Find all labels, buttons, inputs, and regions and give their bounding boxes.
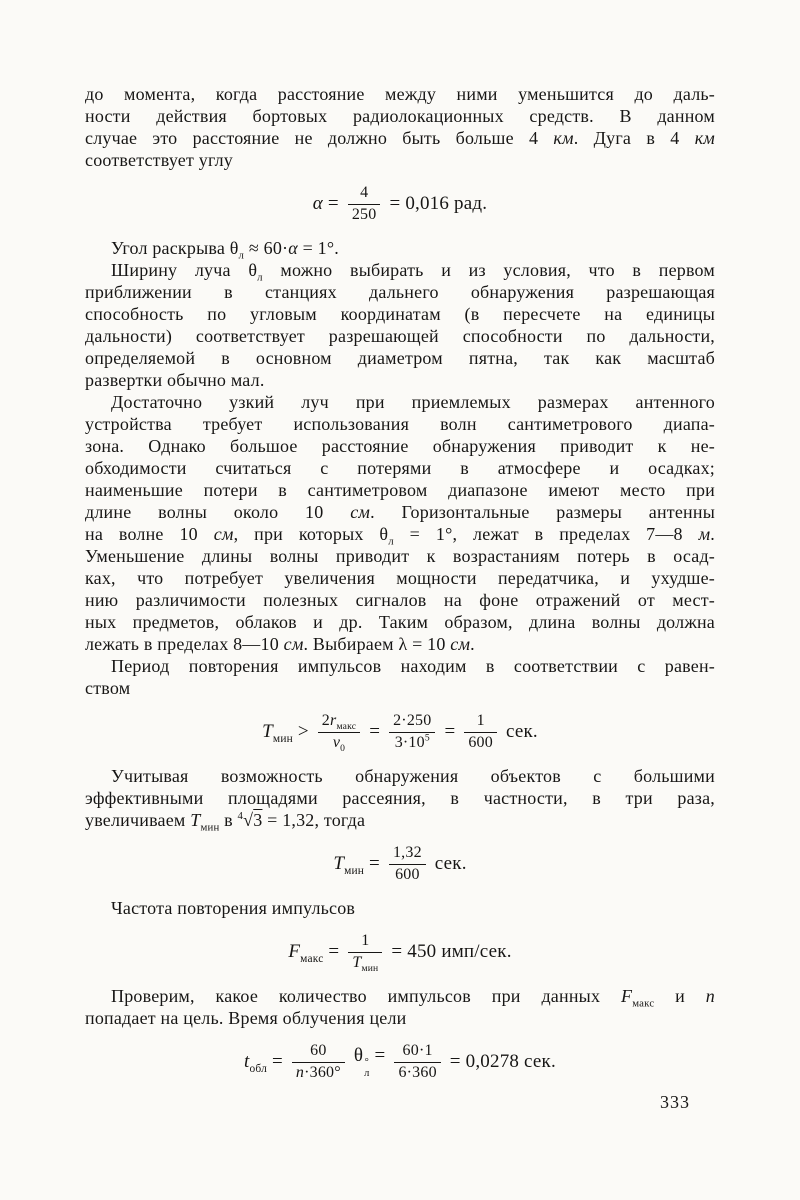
text-line: развертки обычно мал. [85, 370, 265, 390]
text-line: случае это расстояние не должно быть больше 4 км. Дуга в 4 км [85, 128, 715, 148]
text-line: наименьшие потери в сантиметровом диапазоне имеют место при [85, 480, 715, 500]
formula-text: = [444, 721, 456, 742]
text-line: ности действия бортовых радиолокационных средств. В данном [85, 106, 715, 126]
paragraph-6 [85, 765, 715, 834]
fraction: $\frac{60}{n\cdot 360^\circ}$ [292, 1042, 345, 1082]
text-line: Учитывая возможность обнаружения объектов с большими [111, 766, 715, 786]
text-line: устройства требует использования волн сантиметрового диапа- [85, 414, 715, 434]
formula-text: сек. [505, 721, 538, 742]
text-line: способность по угловым координатам (в пересчете на единицы [85, 304, 715, 324]
text-line: на волне 10 см, при которых $\theta_л = 1^\circ$, лежат в пределах 7—8 м. [85, 524, 715, 548]
text-line: Ширину луча $\theta_л$ можно выбирать и из условия, что в первом [111, 260, 715, 284]
text-line: ных предметов, облаков и др. Таким образом, длина волны должна [85, 612, 715, 632]
formula-text: $t_{обл}$ = [244, 1051, 283, 1075]
formula-text: $T_{мин}$ > [262, 721, 309, 745]
text-line: лежать в пределах 8—10 см. Выбираем λ = 10 см. [85, 634, 475, 654]
text-line: приближении в станциях дальнего обнаружения разрешающая [85, 282, 715, 302]
text-line: обходимости считаться с потерями в атмосфере и осадках; [85, 458, 715, 478]
text-line: Уменьшение длины волны приводит к возрастаниям потерь в осад- [85, 546, 715, 566]
fraction: $\frac{60\cdot 1}{6\cdot 360}$ [394, 1042, 440, 1082]
formula-text: = 0,016 рад. [389, 193, 488, 214]
text-line: длине волны около 10 см. Горизонтальные размеры антенны [85, 502, 715, 522]
formula-t-min-inequality [85, 711, 715, 753]
paragraph-1 [85, 83, 715, 171]
page-number: 333 [660, 1092, 690, 1112]
formula-text: $F_{макс}$ = [288, 941, 340, 965]
text-line: Угол раскрыва $\theta_л \approx 60\cdot\alpha = 1^\circ$. [111, 238, 339, 262]
text-line: попадает на цель. Время облучения цели [85, 1008, 407, 1028]
text-line: нию различимости полезных сигналов на фоне отражений от мест- [85, 590, 715, 610]
formula-text: = 0,0278 сек. [449, 1051, 556, 1072]
paragraph-3 [85, 259, 715, 391]
formula-text: θ ° л = [353, 1044, 386, 1079]
paragraph-4 [85, 391, 715, 655]
formula-t-min-value [85, 843, 715, 885]
text-line: дальности) соответствует разрешающей способности по дальности, [85, 326, 715, 346]
text-line: соответствует углу [85, 150, 233, 170]
text-line: определяемой в основном диаметром пятна, так как масштаб [85, 348, 715, 368]
text-line: Проверим, какое количество импульсов при данных $F_{макс}$ и n [111, 986, 715, 1010]
paragraph-2 [85, 237, 715, 262]
paragraph-5 [85, 655, 715, 699]
text-line: ках, что потребует увеличения мощности передатчика, и ухудше- [85, 568, 715, 588]
formula-text: = [369, 721, 381, 742]
formula-f-max [85, 931, 715, 973]
text-line: эффективными площадями рассеяния, в частности, в три раза, [85, 788, 715, 808]
text-line: Частота повторения импульсов [111, 898, 356, 918]
text-column [85, 83, 715, 1095]
text-line: зона. Однако большое расстояние обнаружения приводит к не- [85, 436, 715, 456]
formula-text: сек. [434, 853, 467, 874]
text-line: ством [85, 678, 131, 698]
formula-text: α = [312, 193, 339, 214]
fraction: $\frac{1}{600}$ [464, 712, 497, 752]
text-line: Период повторения импульсов находим в соответствии с равен- [111, 656, 715, 676]
paragraph-8 [85, 985, 715, 1029]
text-line: Достаточно узкий луч при приемлемых размерах антенного [111, 392, 715, 412]
text-line: до момента, когда расстояние между ними уменьшится до даль- [85, 84, 715, 104]
formula-text: = 450 имп/сек. [391, 941, 512, 962]
fraction: $\frac{4}{250}$ [348, 184, 381, 224]
fraction: $\frac{1,32}{600}$ [389, 844, 426, 884]
fraction: $\frac{2r_{макс}}{v_0}$ [318, 712, 360, 752]
formula-text: $T_{мин}$ = [333, 853, 380, 877]
fraction: $\frac{2\cdot 250}{3\cdot 10^5}$ [389, 712, 435, 752]
fraction: $\frac{1}{T_{мин}}$ [348, 932, 382, 972]
text-line: увеличиваем $T_{мин}$ в $^4$√3 = 1,32, тогда [85, 810, 366, 834]
formula-t-obl [85, 1041, 715, 1083]
formula-alpha [85, 183, 715, 225]
paragraph-7 [85, 897, 715, 919]
